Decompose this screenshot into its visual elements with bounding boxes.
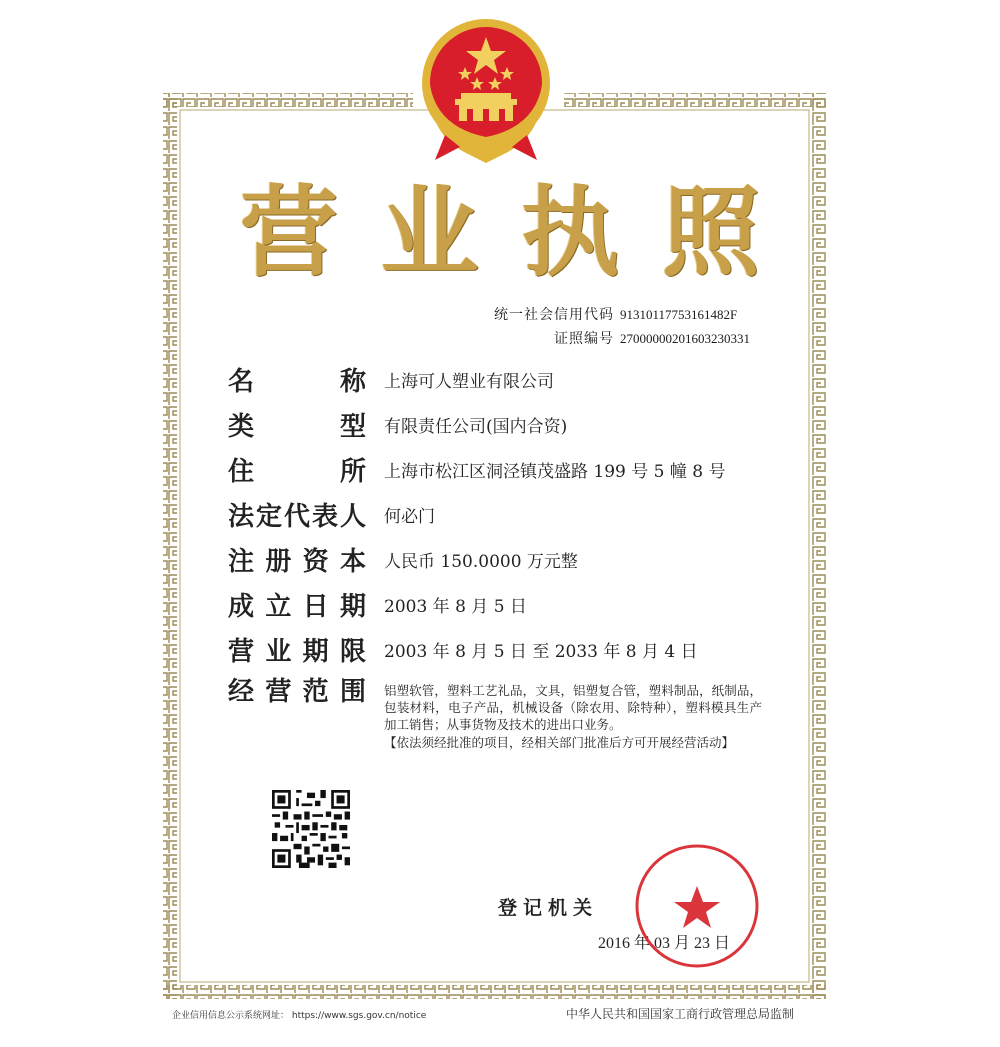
license-fields <box>228 366 788 681</box>
credit-code-label: 统一社会信用代码 <box>494 307 614 323</box>
field-business-term <box>228 636 788 681</box>
label-char: 册 <box>265 547 292 577</box>
cert-number-row <box>460 328 780 352</box>
issue-date: 2016 年 03 月 23 日 <box>598 935 731 952</box>
field-label <box>228 591 366 623</box>
scope-text-block <box>384 682 762 752</box>
title-char-4: 照 <box>661 174 760 290</box>
license-codes <box>460 304 780 352</box>
official-seal-stamp <box>633 842 761 970</box>
document-title <box>240 175 760 290</box>
label-char: 围 <box>339 677 366 707</box>
field-label <box>228 676 366 708</box>
title-char-3: 执 <box>521 174 620 290</box>
field-name <box>228 366 788 411</box>
field-label <box>228 636 366 668</box>
qr-code-icon <box>272 790 350 868</box>
field-value: 上海市松江区洞泾镇茂盛路 199 号 5 幢 8 号 <box>384 462 726 482</box>
credit-code-value: 91310117753161482F <box>620 307 738 322</box>
field-value: 有限责任公司(国内合资) <box>384 417 568 437</box>
field-value: 2003 年 8 月 5 日 至 2033 年 8 月 4 日 <box>384 642 698 662</box>
label-char: 名 <box>228 367 255 397</box>
title-char-2: 业 <box>380 174 479 290</box>
label-char: 期 <box>302 637 329 667</box>
label-char: 注 <box>228 547 255 577</box>
label-char: 定 <box>255 502 282 532</box>
field-address <box>228 456 788 501</box>
field-legal-representative <box>228 501 788 546</box>
label-char: 营 <box>265 677 292 707</box>
label-char: 所 <box>339 457 366 487</box>
title-char-1: 营 <box>240 174 339 290</box>
field-label <box>228 366 366 398</box>
label-char: 限 <box>339 637 366 667</box>
label-char: 期 <box>339 592 366 622</box>
cert-number-label: 证照编号 <box>554 331 614 347</box>
label-char: 业 <box>265 637 292 667</box>
footer-issuer: 中华人民共和国国家工商行政管理总局监制 <box>566 1007 795 1021</box>
credit-code-row <box>460 304 780 328</box>
label-char: 营 <box>228 637 255 667</box>
label-char: 本 <box>339 547 366 577</box>
field-establishment-date <box>228 591 788 636</box>
label-char: 日 <box>302 592 329 622</box>
field-label <box>228 546 366 578</box>
label-char: 称 <box>339 367 366 397</box>
label-char: 型 <box>339 412 366 442</box>
field-business-scope <box>228 676 773 752</box>
registration-authority-label: 登记机关 <box>498 897 599 919</box>
field-value: 2003 年 8 月 5 日 <box>384 597 527 617</box>
label-char: 经 <box>228 677 255 707</box>
label-char: 表 <box>311 502 338 532</box>
national-emblem <box>415 15 557 165</box>
label-char: 住 <box>228 457 255 487</box>
label-char: 范 <box>302 677 329 707</box>
label-char: 立 <box>265 592 292 622</box>
label-char: 法 <box>228 502 255 532</box>
field-value: 人民币 150.0000 万元整 <box>384 552 578 572</box>
scope-description: 铝塑软管，塑料工艺礼品，文具，铝塑复合管，塑料制品，纸制品，包装材料，电子产品，机械设备（除农用、除特种），塑料模具生产加工销售；从事货物及技术的进出口业务。 <box>384 683 762 732</box>
footer-system-url: 企业信用信息公示系统网址： https://www.sgs.gov.cn/notice <box>172 1011 427 1021</box>
scope-note: 【依法须经批准的项目，经相关部门批准后方可开展经营活动】 <box>384 735 735 750</box>
field-registered-capital <box>228 546 788 591</box>
label-char: 人 <box>339 502 366 532</box>
label-char: 成 <box>228 592 255 622</box>
label-char: 资 <box>302 547 329 577</box>
label-char: 代 <box>283 502 310 532</box>
field-value: 何必门 <box>384 507 435 527</box>
field-type <box>228 411 788 456</box>
field-label <box>228 456 366 488</box>
field-label <box>228 411 366 443</box>
field-label <box>228 501 366 533</box>
label-char: 类 <box>228 412 255 442</box>
cert-number-value: 27000000201603230331 <box>620 331 750 346</box>
field-value: 上海可人塑业有限公司 <box>384 372 554 392</box>
